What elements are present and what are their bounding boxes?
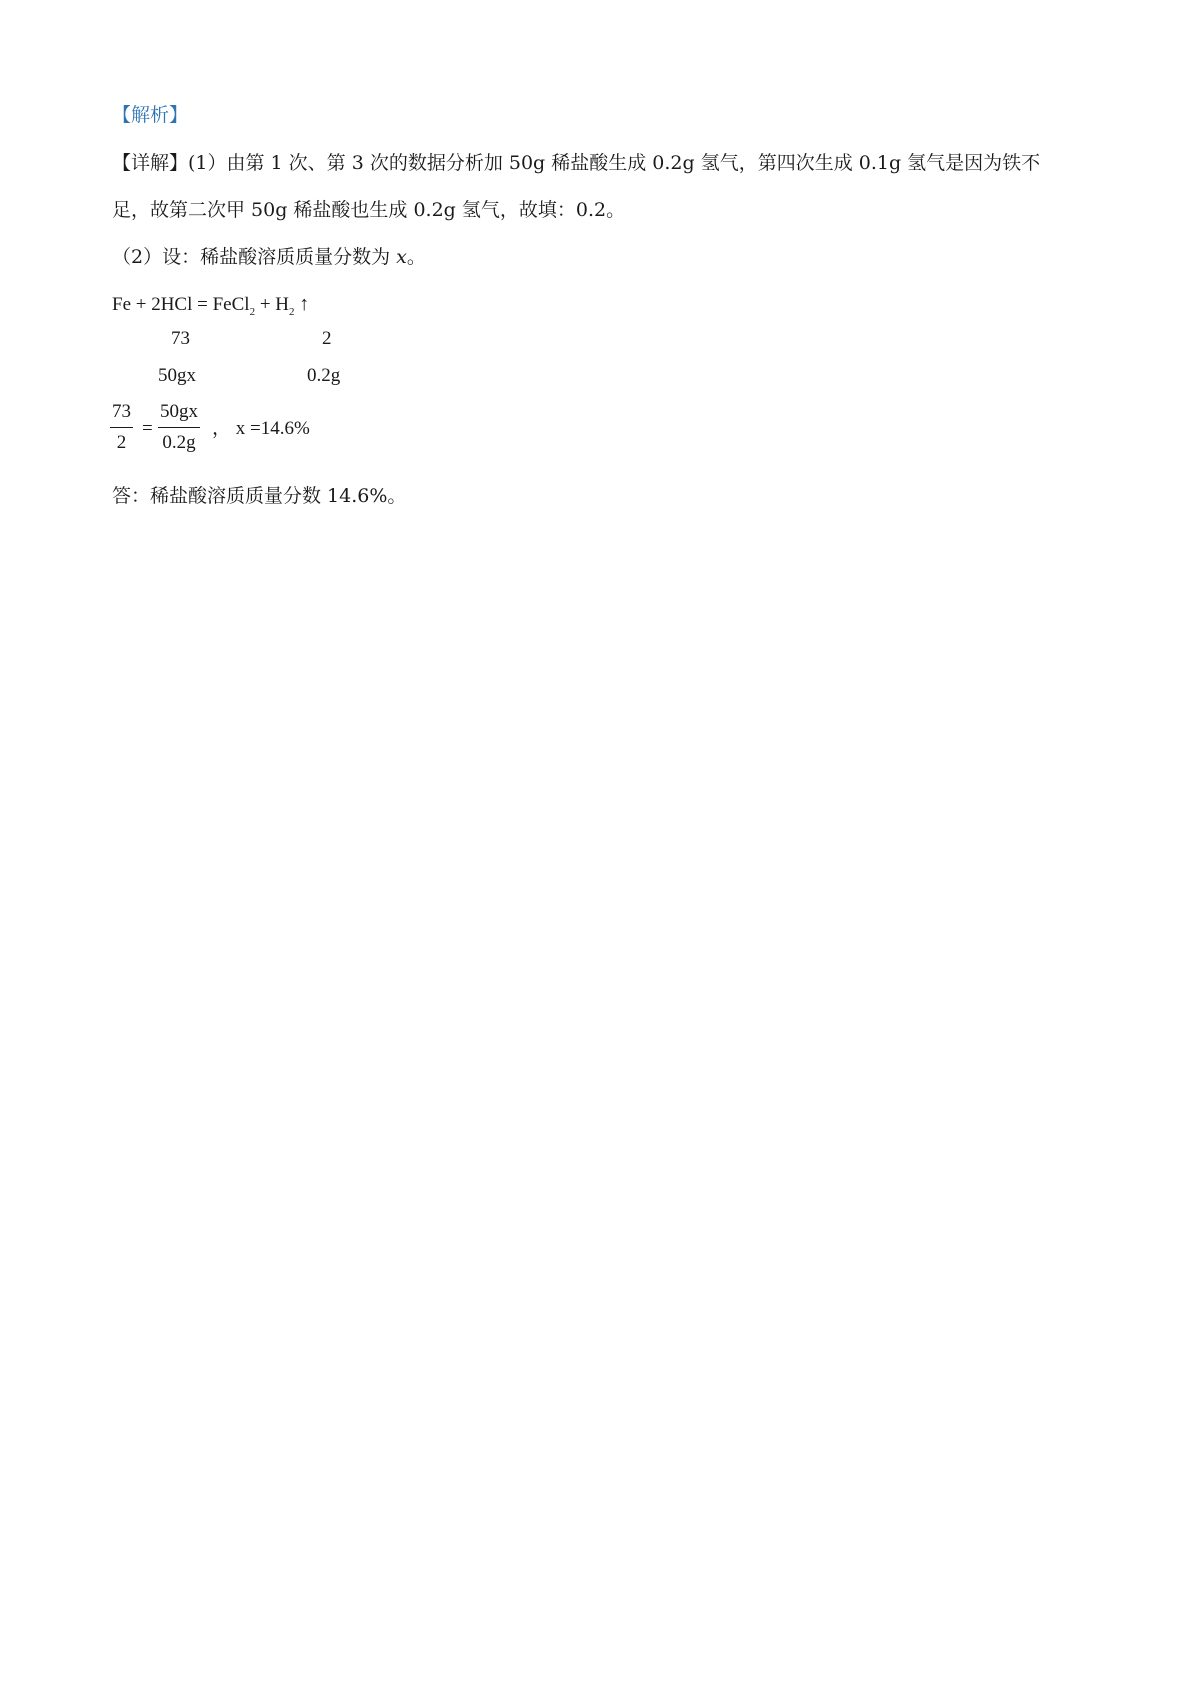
analysis-heading: 【解析】	[112, 104, 189, 126]
h2-given-mass: 0.2g	[307, 365, 341, 386]
part2-intro-end: 。	[406, 246, 426, 268]
left-numerator: 73	[112, 401, 131, 422]
h2-molar-mass: 2	[322, 328, 332, 349]
h-subscript: 2	[289, 306, 295, 318]
left-denominator: 2	[116, 432, 127, 453]
variable-x: x	[396, 246, 407, 268]
chemical-equation	[112, 292, 309, 324]
proportion-right-fraction	[158, 400, 200, 455]
right-denominator: 0.2g	[162, 432, 196, 453]
detail-paragraph-line-1: 【详解】(1）由第 1 次、第 3 次的数据分析加 50g 稀盐酸生成 0.2g 氢气，第四次生成 0.1g 氢气是因为铁不	[112, 152, 1041, 174]
hcl-given-mass: 50gx	[158, 365, 196, 386]
proportion-left-fraction	[110, 400, 133, 455]
right-numerator: 50gx	[160, 401, 198, 422]
fraction-bar	[110, 427, 133, 428]
proportion-equals: =	[142, 418, 153, 439]
proportion-result: ， x =14.6%	[212, 418, 310, 439]
hcl-molar-mass: 73	[171, 328, 190, 349]
detail-paragraph-line-2: 足，故第二次甲 50g 稀盐酸也生成 0.2g 氢气，故填：0.2。	[112, 199, 626, 221]
fecl-subscript: 2	[249, 306, 256, 318]
part2-intro	[112, 245, 426, 269]
final-answer: 答：稀盐酸溶质质量分数 14.6%。	[112, 485, 407, 507]
part2-intro-text: （2）设：稀盐酸溶质质量分数为	[112, 246, 397, 268]
equation-lhs: Fe + 2HCl = FeCl	[112, 294, 250, 315]
gas-arrow-icon: ↑	[299, 293, 310, 315]
fraction-bar	[158, 427, 200, 428]
equation-h: + H	[255, 294, 289, 315]
